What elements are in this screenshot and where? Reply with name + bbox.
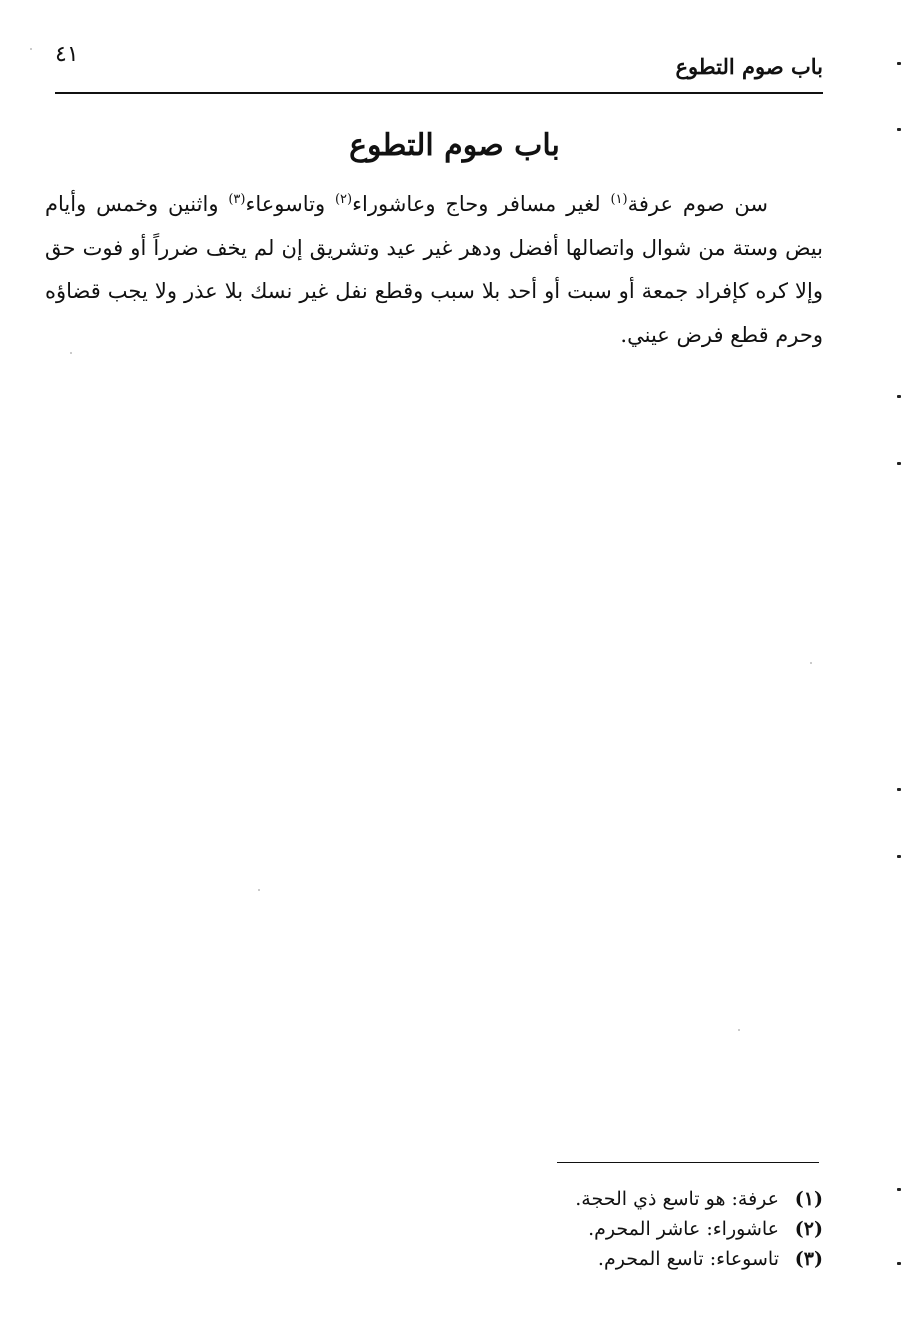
footnote-text: عاشوراء: عاشر المحرم. [588, 1218, 779, 1240]
footnote-separator [557, 1162, 819, 1163]
scan-margin-mark [897, 1262, 901, 1265]
body-line-4: وحرم قطع فرض عيني. [620, 322, 823, 347]
body-text [45, 183, 823, 357]
scan-speck [70, 352, 72, 354]
scan-speck [738, 1029, 740, 1031]
scan-margin-mark [897, 395, 901, 398]
footnote-item [423, 1214, 823, 1244]
footnote-number: (١) [794, 1188, 823, 1210]
footnote-ref-1: (١) [610, 192, 628, 207]
scan-margin-mark [897, 1188, 901, 1191]
footnote-ref-2: (٢) [334, 192, 353, 207]
scan-margin-mark [897, 462, 901, 465]
body-line-1-part-d: واثنين وخمس وأيام [45, 192, 229, 216]
chapter-title: باب صوم التطوع [349, 128, 560, 163]
body-line-2: بيض وستة من شوال واتصالها أفضل ودهر غير عيد وتشريق إن لم يخف ضرراً أو فوت حق [45, 235, 823, 260]
scan-speck [810, 662, 812, 664]
body-line-1-part-c: وتاسوعاء [245, 192, 335, 216]
body-line-1-part-a: سن صوم عرفة [627, 192, 769, 216]
footnote-number: (٢) [794, 1218, 823, 1240]
footnote-number: (٣) [794, 1248, 823, 1270]
scan-margin-mark [897, 62, 901, 65]
footnote-text: تاسوعاء: تاسع المحرم. [597, 1248, 779, 1270]
scan-speck [258, 889, 260, 891]
scan-margin-mark [897, 128, 901, 131]
scan-margin-mark [897, 855, 901, 858]
running-header [55, 42, 823, 94]
body-line-1-part-b: لغير مسافر وحاج وعاشوراء [352, 192, 611, 216]
body-line-1 [45, 183, 823, 227]
footnote-ref-3: (٣) [228, 192, 246, 207]
scan-margin-mark [897, 788, 901, 791]
footnote-text: عرفة: هو تاسع ذي الحجة. [575, 1188, 779, 1210]
page-number: ٤١ [55, 42, 79, 67]
footnotes-list [423, 1184, 823, 1274]
body-line-3: وإلا كره كإفراد جمعة أو سبت أو أحد بلا سبب وقطع نفل غير نسك بلا عذر ولا يجب قضاؤه [45, 279, 823, 303]
footnote-item [423, 1184, 823, 1214]
running-title: باب صوم التطوع [675, 54, 823, 79]
footnote-item [423, 1244, 823, 1274]
scan-speck [30, 48, 32, 50]
